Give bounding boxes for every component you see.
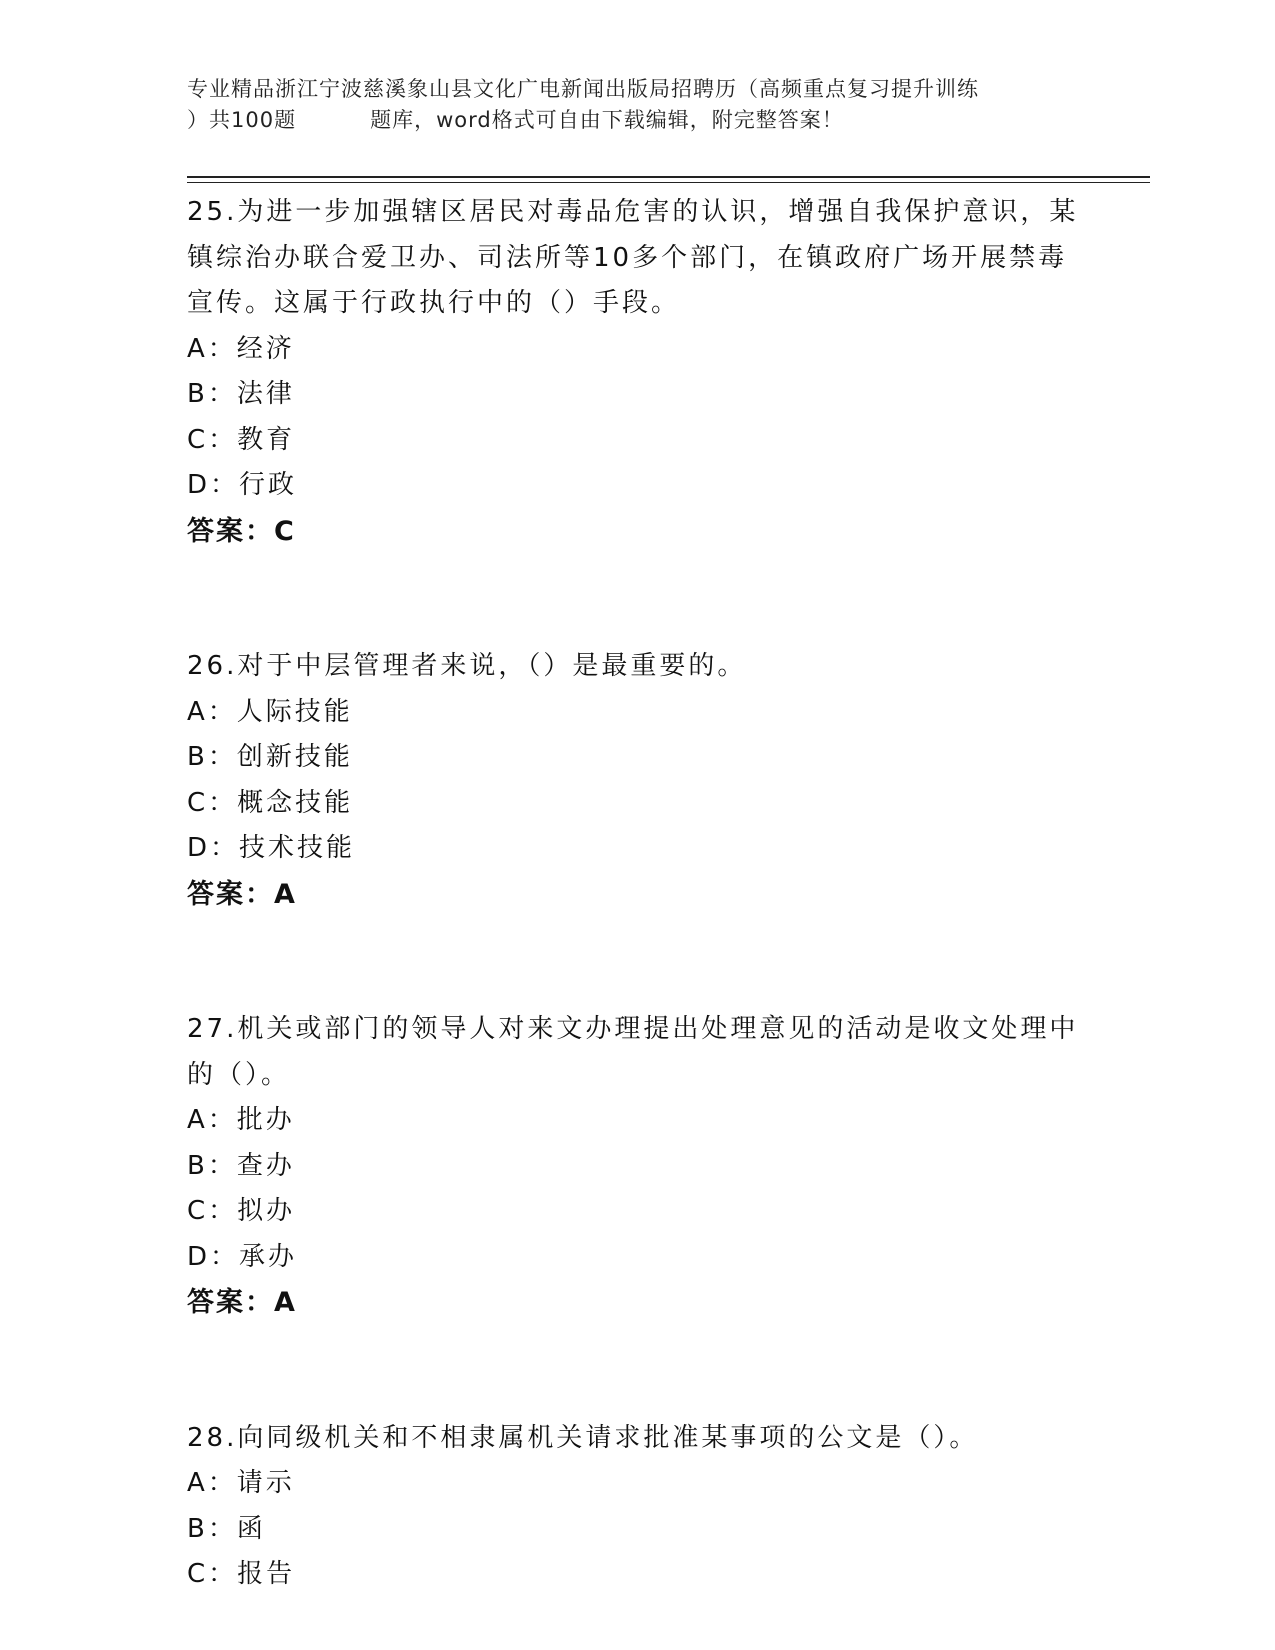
answer: 答案：A xyxy=(187,1287,297,1318)
answer: 答案：A xyxy=(187,878,297,910)
option-d: D：行政 xyxy=(187,470,298,500)
option-b: B：查办 xyxy=(187,1150,295,1181)
option-c: C：拟办 xyxy=(187,1196,296,1226)
question-spacer xyxy=(187,554,1087,644)
question-list xyxy=(187,190,1087,1598)
question-stem: 27.机关或部门的领导人对来文办理提出处理意见的活动是收文处理中的（）。 xyxy=(187,1014,1079,1090)
option-c: C：教育 xyxy=(187,424,296,455)
question-26 xyxy=(187,644,1087,917)
option-b: B：函 xyxy=(187,1513,266,1544)
header-rule-thick xyxy=(187,176,1150,178)
option-d: D：承办 xyxy=(187,1241,298,1272)
question-stem: 26.对于中层管理者来说，（）是最重要的。 xyxy=(187,651,747,681)
question-stem: 28.向同级机关和不相隶属机关请求批准某事项的公文是（）。 xyxy=(187,1422,979,1453)
question-spacer xyxy=(187,1326,1087,1416)
question-stem: 25.为进一步加强辖区居民对毒品危害的认识，增强自我保护意识，某镇综治办联合爱卫办、司法所等10多个部门，在镇政府广场开展禁毒宣传。这属于行政执行中的（）手段。 xyxy=(187,197,1079,318)
option-b: B：法律 xyxy=(187,379,295,409)
header-line-1: 专业精品浙江宁波慈溪象山县文化广电新闻出版局招聘历（高频重点复习提升训练 xyxy=(187,77,979,101)
question-25 xyxy=(187,190,1087,554)
header-line-2-right: 题库，word格式可自由下载编辑，附完整答案！ xyxy=(370,108,844,132)
answer: 答案：C xyxy=(187,515,296,547)
option-a: A：请示 xyxy=(187,1468,295,1498)
option-a: A：批办 xyxy=(187,1105,295,1135)
option-a: A：经济 xyxy=(187,333,295,364)
option-d: D：技术技能 xyxy=(187,833,356,863)
question-27 xyxy=(187,1007,1087,1326)
option-c: C：概念技能 xyxy=(187,787,354,818)
option-c: C：报告 xyxy=(187,1559,296,1589)
question-28 xyxy=(187,1416,1087,1598)
question-spacer xyxy=(187,917,1087,1007)
header-rule-thin xyxy=(187,182,1150,183)
option-a: A：人际技能 xyxy=(187,696,353,727)
header-line-2-left: ）共100题 xyxy=(187,108,297,132)
header-line-2 xyxy=(187,105,1087,136)
option-b: B：创新技能 xyxy=(187,742,353,772)
document-header xyxy=(187,74,1087,136)
